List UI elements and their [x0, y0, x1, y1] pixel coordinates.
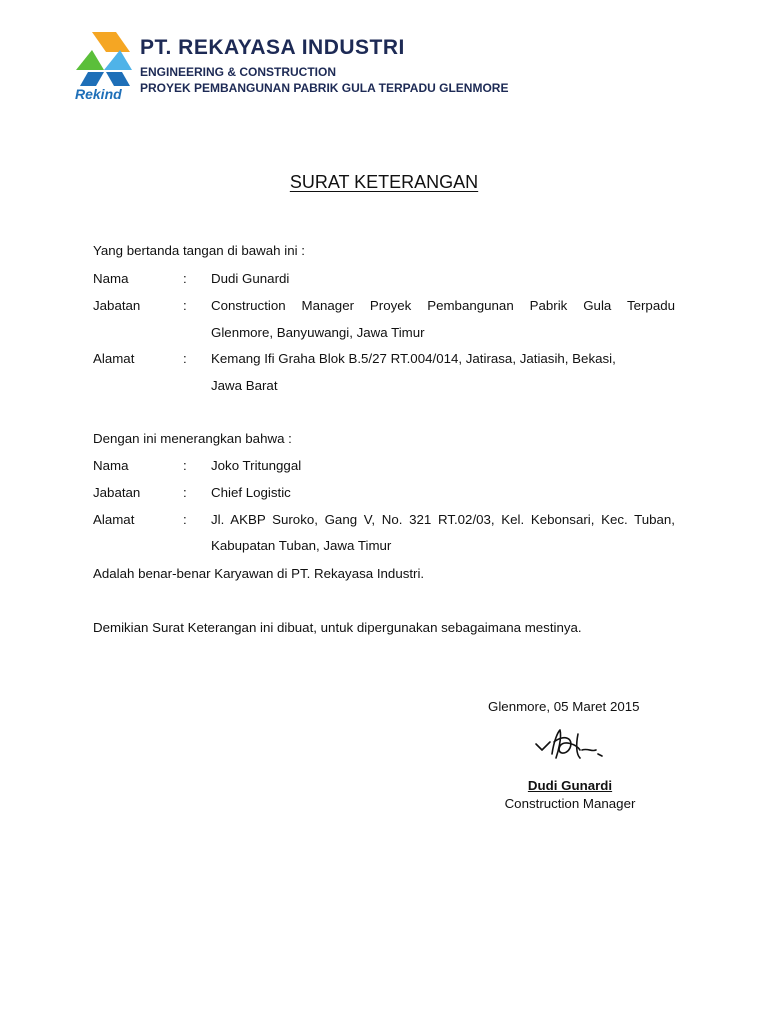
employee-address-label: Alamat [93, 512, 135, 527]
handwritten-signature [530, 724, 610, 768]
statement-text: Adalah benar-benar Karyawan di PT. Rekayasa Industri. [93, 566, 425, 581]
project-name: PROYEK PEMBANGUNAN PABRIK GULA TERPADU GLENMORE [140, 81, 509, 95]
statement-intro: Dengan ini menerangkan bahwa : [93, 431, 292, 446]
employee-position-label: Jabatan [93, 485, 141, 500]
colon: : [183, 458, 187, 473]
employee-name-value: Joko Tritunggal [211, 458, 302, 473]
signatory-address-line2: Jawa Barat [211, 378, 278, 393]
signatory-signed-name: Dudi Gunardi [527, 778, 613, 793]
signatory-position-line1: Construction Manager Proyek Pembangunan Pabrik Gula Terpadu [211, 298, 675, 313]
employee-position-value: Chief Logistic [211, 485, 291, 500]
colon: : [183, 271, 187, 286]
document-title: SURAT KETERANGAN [289, 172, 479, 192]
signatory-position-label: Jabatan [93, 298, 141, 313]
signatory-address-line1: Kemang Ifi Graha Blok B.5/27 RT.004/014, Jatirasa, Jatiasih, Bekasi, [211, 351, 616, 366]
signatory-position-line2: Glenmore, Banyuwangi, Jawa Timur [211, 325, 425, 340]
colon: : [183, 512, 187, 527]
signatory-address-label: Alamat [93, 351, 135, 366]
colon: : [183, 351, 187, 366]
colon: : [183, 485, 187, 500]
closing-text: Demikian Surat Keterangan ini dibuat, untuk dipergunakan sebagaimana mestinya. [93, 620, 582, 635]
intro-text: Yang bertanda tangan di bawah ini : [93, 243, 305, 258]
colon: : [183, 298, 187, 313]
employee-name-label: Nama [93, 458, 129, 473]
signatory-signed-title: Construction Manager [504, 796, 636, 811]
employee-address-line2: Kabupatan Tuban, Jawa Timur [211, 538, 392, 553]
logo-wordmark: Rekind [75, 86, 122, 102]
place-date: Glenmore, 05 Maret 2015 [488, 699, 640, 714]
signatory-name-label: Nama [93, 271, 129, 286]
signatory-name-value: Dudi Gunardi [211, 271, 290, 286]
company-name: PT. REKAYASA INDUSTRI [140, 36, 405, 59]
employee-address-line1: Jl. AKBP Suroko, Gang V, No. 321 RT.02/03, Kel. Kebonsari, Kec. Tuban, [211, 512, 675, 527]
company-subtitle: ENGINEERING & CONSTRUCTION [140, 65, 337, 79]
